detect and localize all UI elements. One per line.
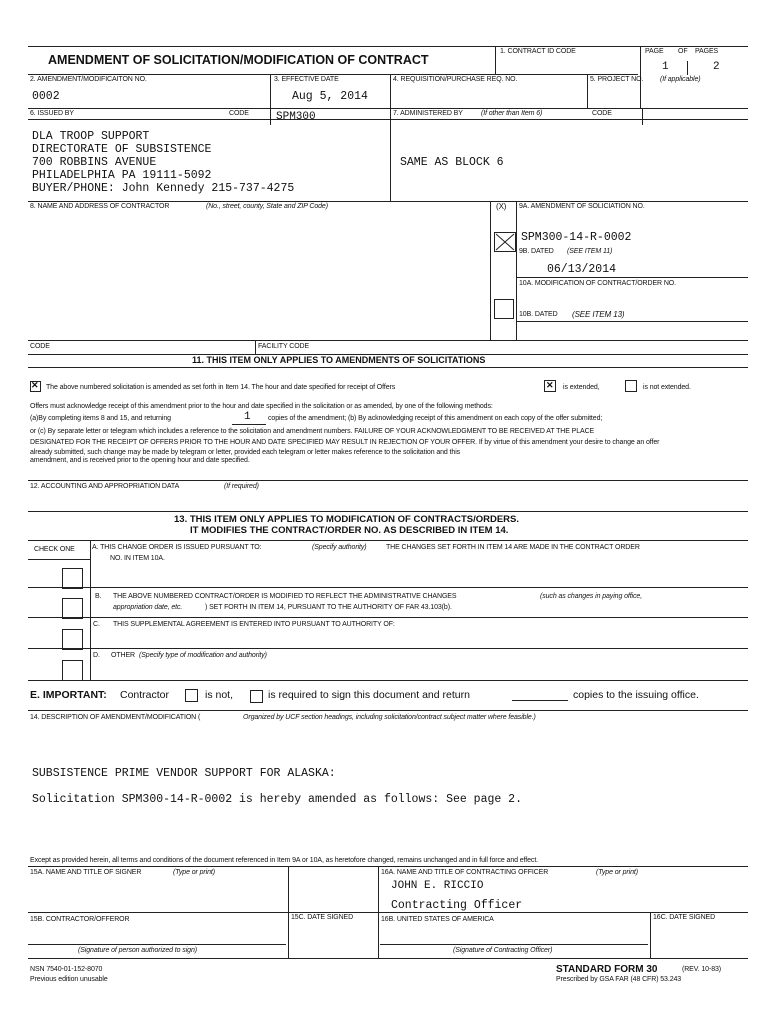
effective-date-label: 3. EFFECTIVE DATE xyxy=(274,76,339,83)
modification-dated-note: (SEE ITEM 13) xyxy=(572,310,625,319)
amendment-no-value: 0002 xyxy=(32,90,60,103)
contractor-date-signed-label: 15C. DATE SIGNED xyxy=(291,914,354,921)
x-mark-icon: ✕ xyxy=(31,380,39,390)
address-line: 700 ROBBINS AVENUE xyxy=(32,156,157,169)
of-label: OF xyxy=(678,48,688,55)
administered-by-code-label: CODE xyxy=(592,110,612,117)
is-extended-label: is extended, xyxy=(563,384,600,391)
pages-total: 2 xyxy=(713,61,720,73)
contracting-officer-note: (Type or print) xyxy=(596,869,638,876)
x-mark-icon: ✕ xyxy=(546,380,554,390)
is-not-extended-checkbox[interactable] xyxy=(625,380,637,392)
solicitation-dated-value: 06/13/2014 xyxy=(547,263,617,276)
contractor-label: Contractor xyxy=(120,689,170,701)
x-mark-icon xyxy=(495,233,515,251)
is-not-checkbox[interactable] xyxy=(185,689,198,702)
contract-id-code-label: 1. CONTRACT ID CODE xyxy=(500,48,576,55)
copies-to-office-label: copies to the issuing office. xyxy=(573,689,699,701)
effective-date-value: Aug 5, 2014 xyxy=(292,90,368,103)
page-label: PAGE xyxy=(645,48,664,55)
section-13-a-line3: NO. IN ITEM 10A. xyxy=(110,555,165,562)
contractor-code-label: CODE xyxy=(30,343,50,350)
pages-label: PAGES xyxy=(695,48,719,55)
modification-dated-label: 10B. DATED xyxy=(519,311,558,318)
solicitation-no-value: SPM300-14-R-0002 xyxy=(521,231,632,244)
project-no-note: (If applicable) xyxy=(660,76,701,83)
signer-name-note: (Type or print) xyxy=(173,869,215,876)
standard-form-name: STANDARD FORM 30 xyxy=(556,964,658,975)
contracting-officer-title: Contracting Officer xyxy=(391,899,523,912)
section-13-b-line2b: ) SET FORTH IN ITEM 14, PURSUANT TO THE AUTHORITY OF FAR 43.103(b). xyxy=(205,604,452,611)
check-b-checkbox[interactable] xyxy=(62,598,83,619)
section-13-b-letter: B. xyxy=(95,593,102,600)
administered-by-value: SAME AS BLOCK 6 xyxy=(400,156,504,169)
section-13-d-text: OTHER xyxy=(111,652,136,659)
description-line-1: SUBSISTENCE PRIME VENDOR SUPPORT FOR ALASKA: xyxy=(32,767,336,780)
accounting-data-label: 12. ACCOUNTING AND APPROPRIATION DATA xyxy=(30,483,180,490)
signer-name-label: 15A. NAME AND TITLE OF SIGNER xyxy=(30,869,142,876)
solicitation-no-label: 9A. AMENDMENT OF SOLICIATION NO. xyxy=(519,203,645,210)
description-line-2: Solicitation SPM300-14-R-0002 is hereby amended as follows: See page 2. xyxy=(32,793,522,806)
except-clause: Except as provided herein, all terms and conditions of the document referenced in Item 9A or 10A, as heretofore changed, remains unchanged and in full force and effect. xyxy=(30,857,539,864)
section-13-d-letter: D. xyxy=(93,652,100,659)
issued-by-code: SPM300 xyxy=(276,111,316,123)
officer-signature-note: (Signature of Contracting Officer) xyxy=(453,947,553,954)
contracting-officer-label: 16A. NAME AND TITLE OF CONTRACTING OFFICER xyxy=(381,869,549,876)
section-11-para6: amendment, and is received prior to the opening hour and date specified. xyxy=(30,457,250,464)
section-11-line1: The above numbered solicitation is amended as set forth in Item 14. The hour and date specified for receipt of Offers xyxy=(46,384,396,391)
check-d-checkbox[interactable] xyxy=(62,660,83,681)
issued-by-code-label: CODE xyxy=(229,110,249,117)
section-11-para3: or (c) By separate letter or telegram which includes a reference to the solicitation and amendment numbers. FAILURE OF YOUR ACKNOWLEDGMENT TO BE RECEIVED AT THE PLACE xyxy=(30,428,595,435)
solicitation-dated-label: 9B. DATED xyxy=(519,248,554,255)
important-label: E. IMPORTANT: xyxy=(30,689,107,701)
check-c-checkbox[interactable] xyxy=(62,629,83,650)
administered-by-label: 7. ADMINISTERED BY xyxy=(393,110,463,117)
prescribed-by: Prescribed by GSA FAR (48 CFR) 53.243 xyxy=(556,976,682,983)
nsn-number: NSN 7540-01-152-8070 xyxy=(30,966,103,973)
check-one-label: CHECK ONE xyxy=(34,546,75,553)
contracting-officer-name: JOHN E. RICCIO xyxy=(391,880,484,892)
administered-by-note: (If other than Item 6) xyxy=(481,110,543,117)
previous-edition-note: Previous edition unusable xyxy=(30,976,108,983)
section-11-para1: Offers must acknowledge receipt of this amendment prior to the hour and date specified in the solicitation or as amended, by one of the following methods: xyxy=(30,403,493,410)
is-not-extended-label: is not extended. xyxy=(643,384,691,391)
section-13-b-line1: THE ABOVE NUMBERED CONTRACT/ORDER IS MODIFIED TO REFLECT THE ADMINISTRATIVE CHANGES xyxy=(113,593,457,600)
description-note: Organized by UCF section headings, including solicitation/contract subject matter where feasible.) xyxy=(243,714,536,721)
modification-checkbox[interactable] xyxy=(494,299,514,319)
issued-by-label: 6. ISSUED BY xyxy=(30,110,74,117)
section-13-heading-1: 13. THIS ITEM ONLY APPLIES TO MODIFICATION OF CONTRACTS/ORDERS. xyxy=(174,514,520,525)
is-required-label: is required to sign this document and return xyxy=(268,689,470,701)
requisition-label: 4. REQUISITION/PURCHASE REQ. NO. xyxy=(393,76,518,83)
amendment-solicitation-checkbox[interactable] xyxy=(494,232,516,252)
is-required-checkbox[interactable] xyxy=(250,690,263,703)
solicitation-dated-note: (SEE ITEM 11) xyxy=(567,248,613,255)
officer-date-signed-label: 16C. DATE SIGNED xyxy=(653,914,716,921)
accounting-data-note: (If required) xyxy=(224,483,259,490)
page-number: 1 xyxy=(662,61,669,73)
check-a-checkbox[interactable] xyxy=(62,568,83,589)
section-13-b-note: (such as changes in paying office, xyxy=(540,593,643,600)
address-line: PHILADELPHIA PA 19111-5092 xyxy=(32,169,212,182)
section-13-d-note: (Specify type of modification and authority) xyxy=(139,652,267,659)
section-13-a-line2: THE CHANGES SET FORTH IN ITEM 14 ARE MADE IN THE CONTRACT ORDER xyxy=(386,544,640,551)
modification-no-label: 10A. MODIFICATION OF CONTRACT/ORDER NO. xyxy=(519,280,676,287)
description-label: 14. DESCRIPTION OF AMENDMENT/MODIFICATION ( xyxy=(30,714,201,721)
address-line: BUYER/PHONE: John Kennedy 215-737-4275 xyxy=(32,182,295,195)
contractor-signature-note: (Signature of person authorized to sign) xyxy=(78,947,197,954)
address-line: DLA TROOP SUPPORT xyxy=(32,130,150,143)
section-11-para5: already submitted, such change may be made by telegram or letter, provided each telegram or letter makes reference to the solicitation and this xyxy=(30,449,461,456)
issued-by-address xyxy=(32,130,294,195)
form-title: AMENDMENT OF SOLICITATION/MODIFICATION OF CONTRACT xyxy=(48,53,429,67)
section-13-c-text: THIS SUPPLEMENTAL AGREEMENT IS ENTERED INTO PURSUANT TO AUTHORITY OF: xyxy=(113,621,395,628)
section-13-heading-2: IT MODIFIES THE CONTRACT/ORDER NO. AS DESCRIBED IN ITEM 14. xyxy=(190,525,509,536)
united-states-label: 16B. UNITED STATES OF AMERICA xyxy=(381,916,494,923)
section-13-b-line2a: appropriation date, etc. xyxy=(113,604,183,611)
section-13-c-letter: C. xyxy=(93,621,100,628)
contractor-address-note: (No., street, county, State and ZIP Code) xyxy=(206,203,328,210)
section-13-a-note: (Specify authority) xyxy=(312,544,367,551)
section-11-para4: DESIGNATED FOR THE RECEIPT OF OFFERS PRIOR TO THE HOUR AND DATE SPECIFIED MAY RESULT IN REJECTION OF YOUR OFFER. If by virtue of this amendment your desire to change an offer xyxy=(30,439,660,446)
facility-code-label: FACILITY CODE xyxy=(258,343,310,350)
contractor-address-label: 8. NAME AND ADDRESS OF CONTRACTOR xyxy=(30,203,170,210)
x-column-label: (X) xyxy=(496,202,507,211)
copies-count: 1 xyxy=(244,411,251,423)
section-11-para2a: (a)By completing items 8 and 15, and returning xyxy=(30,415,171,422)
is-extended-checkbox[interactable] xyxy=(544,380,556,392)
amendment-no-label: 2. AMENDMENT/MODIFICAITON NO. xyxy=(30,76,147,83)
section-13-a-line1: A. THIS CHANGE ORDER IS ISSUED PURSUANT TO: xyxy=(92,544,262,551)
section-11-amended-checkbox[interactable] xyxy=(30,381,41,392)
project-no-label: 5. PROJECT NO. xyxy=(590,76,644,83)
address-line: DIRECTORATE OF SUBSISTENCE xyxy=(32,143,212,156)
contractor-offeror-label: 15B. CONTRACTOR/OFFEROR xyxy=(30,916,130,923)
section-11-para2b: copies of the amendment; (b) By acknowledging receipt of this amendment on each copy of the offer submitted; xyxy=(268,415,603,422)
is-not-label: is not, xyxy=(205,689,234,701)
section-11-heading: 11. THIS ITEM ONLY APPLIES TO AMENDMENTS OF SOLICITATIONS xyxy=(192,355,486,365)
form-revision: (REV. 10-83) xyxy=(682,966,722,973)
